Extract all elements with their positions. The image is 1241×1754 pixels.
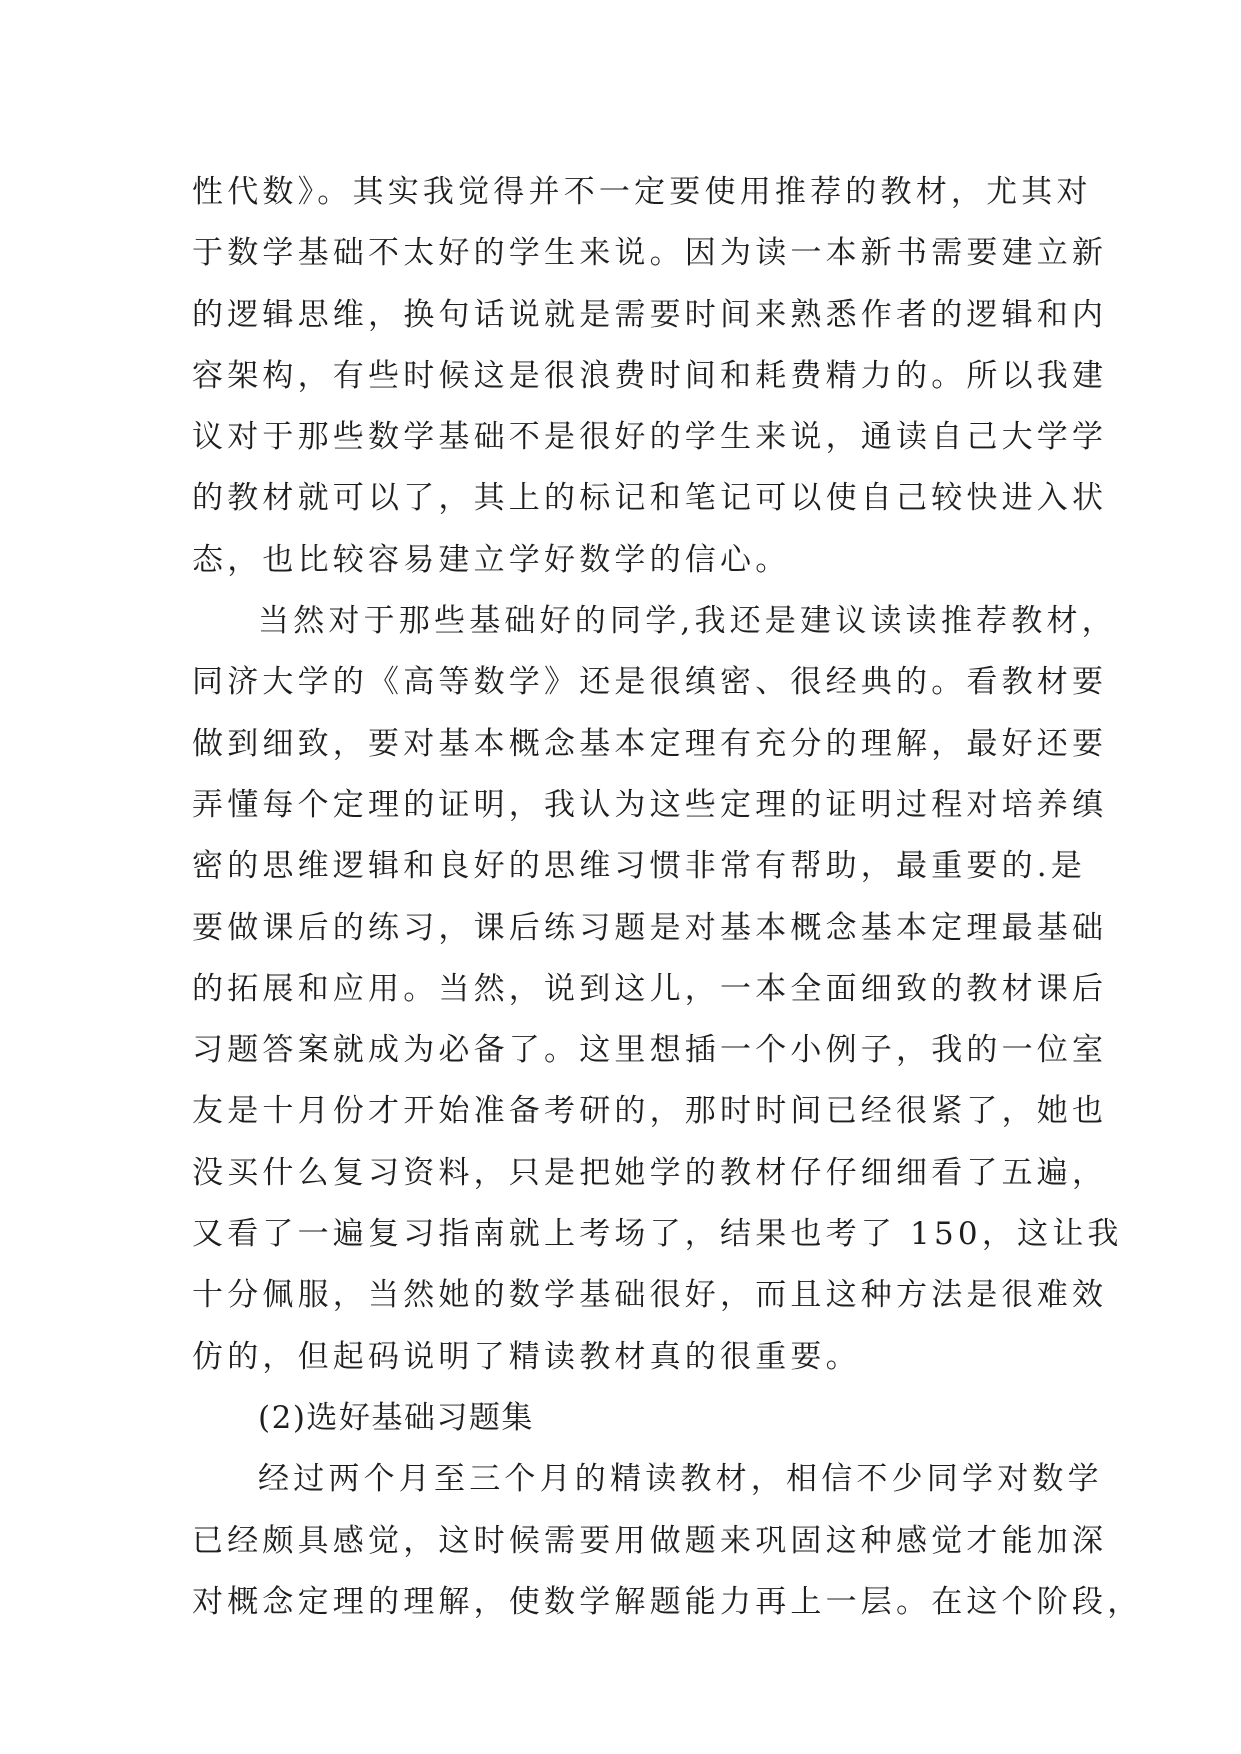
text-line: 又看了一遍复习指南就上考场了，结果也考了 150，这让我 — [192, 1216, 1123, 1253]
text-line: 友是十月份才开始准备考研的，那时时间已经很紧了，她也 — [192, 1093, 1108, 1130]
text-line: 容架构，有些时候这是很浪费时间和耗费精力的。所以我建 — [192, 357, 1108, 394]
text-line: 弄懂每个定理的证明，我认为这些定理的证明过程对培养缜 — [192, 786, 1108, 823]
text-line: 做到细致，要对基本概念基本定理有充分的理解，最好还要 — [192, 725, 1108, 762]
text-line: 要做课后的练习，课后练习题是对基本概念基本定理最基础 — [192, 909, 1108, 946]
section-heading: (2)选好基础习题集 — [258, 1399, 534, 1436]
text-line: 的逻辑思维，换句话说就是需要时间来熟悉作者的逻辑和内 — [192, 296, 1108, 333]
text-line: 于数学基础不太好的学生来说。因为读一本新书需要建立新 — [192, 235, 1108, 272]
text-line: 的教材就可以了，其上的标记和笔记可以使自己较快进入状 — [192, 480, 1108, 517]
text-line: 习题答案就成为必备了。这里想插一个小例子，我的一位室 — [192, 1032, 1108, 1069]
text-line: 同济大学的《高等数学》还是很缜密、很经典的。看教材要 — [192, 664, 1108, 701]
paragraph-first-line: 经过两个月至三个月的精读教材，相信不少同学对数学 — [258, 1461, 1103, 1498]
text-line: 仿的，但起码说明了精读教材真的很重要。 — [192, 1338, 861, 1375]
text-line: 已经颇具感觉，这时候需要用做题来巩固这种感觉才能加深 — [192, 1522, 1108, 1559]
document-body — [192, 162, 1143, 1633]
paragraph-first-line: 当然对于那些基础好的同学,我还是建议读读推荐教材， — [258, 603, 1117, 640]
text-line: 议对于那些数学基础不是很好的学生来说，通读自己大学学 — [192, 419, 1108, 456]
text-line: 性代数》。其实我觉得并不一定要使用推荐的教材，尤其对 — [192, 174, 1092, 210]
text-line: 没买什么复习资料，只是把她学的教材仔仔细细看了五遍， — [192, 1154, 1108, 1191]
text-line: 密的思维逻辑和良好的思维习惯非常有帮助，最重要的.是 — [192, 848, 1087, 885]
text-line: 的拓展和应用。当然，说到这儿，一本全面细致的教材课后 — [192, 970, 1108, 1007]
text-line: 十分佩服，当然她的数学基础很好，而且这种方法是很难效 — [192, 1277, 1108, 1314]
text-line: 对概念定理的理解，使数学解题能力再上一层。在这个阶段， — [192, 1583, 1143, 1620]
text-line: 态，也比较容易建立学好数学的信心。 — [192, 541, 791, 578]
